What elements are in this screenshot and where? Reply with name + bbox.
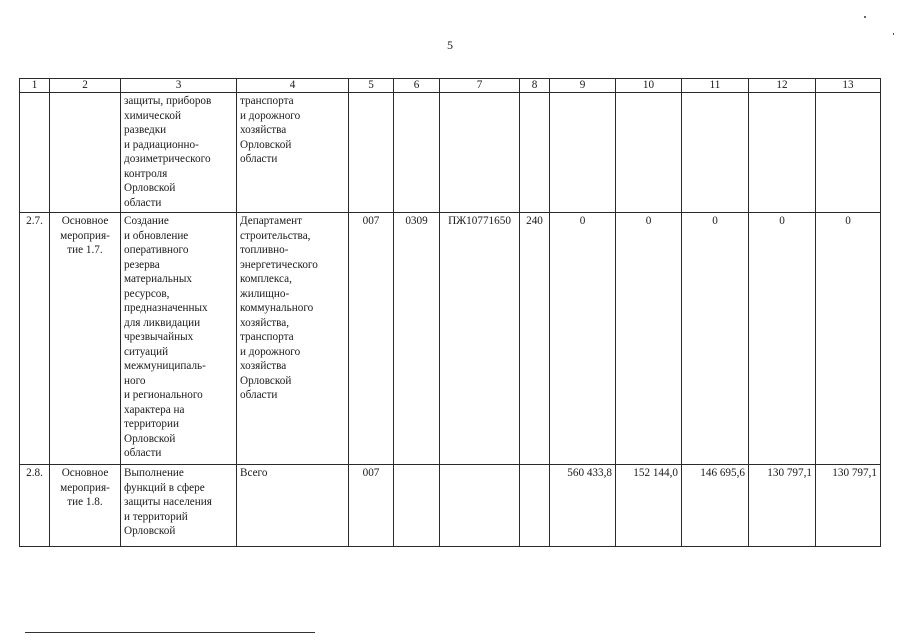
cell-line: топливно- [240,244,289,256]
grbs-code: 007 [349,213,394,465]
cell-line: мероприя- [60,481,110,494]
section-code [394,465,440,547]
header-cell: 12 [749,79,816,93]
cell-line: транспорта [240,95,294,107]
event-description [121,465,237,547]
header-cell: 9 [550,79,616,93]
amount-cell: 0 [682,213,749,465]
header-cell: 8 [520,79,550,93]
cell-line: хозяйства, [240,316,290,329]
cell-line: химической [124,109,181,122]
scan-speck [893,33,894,35]
row-number [20,93,50,213]
cell-line: характера на [124,403,185,416]
event-name [50,93,121,213]
cell-line: функций в сфере [124,481,205,494]
row-number: 2.7. [20,213,50,465]
scan-speck [864,16,866,18]
header-row [20,79,881,93]
cell-line: защиты, приборов [124,95,212,107]
cell-line: и регионального [124,389,203,401]
cell-line: хозяйства [240,360,287,372]
cell-line: Департамент [240,215,303,227]
cell-line: ресурсов, [124,287,170,300]
header-cell: 2 [50,79,121,93]
cell-line: Создание [124,215,169,227]
cell-line: дозиметрического [124,153,211,165]
cell-line: Всего [240,467,268,479]
cell-line: комплекса, [240,273,292,285]
header-cell: 5 [349,79,394,93]
header-cell: 11 [682,79,749,93]
amount-cell [616,93,682,213]
cell-line: транспорта [240,331,294,343]
header-cell: 13 [816,79,881,93]
cell-line: ситуаций [124,345,169,358]
expense-type-code [520,465,550,547]
header-cell: 6 [394,79,440,93]
page-number: 5 [447,38,453,52]
event-description [121,213,237,465]
cell-line: предназначенных [124,302,208,314]
table-row [20,465,881,547]
amount-cell: 130 797,1 [749,465,816,547]
target-article-code [440,465,520,547]
expense-type-code: 240 [520,213,550,465]
cell-line: защиты населения [124,496,212,508]
cell-line: области [240,389,278,401]
amount-cell: 146 695,6 [682,465,749,547]
cell-line: жилищно- [240,287,290,300]
cell-line: области [124,196,162,209]
amount-cell: 152 144,0 [616,465,682,547]
header-cell: 1 [20,79,50,93]
cell-line: межмуниципаль- [124,360,206,372]
amount-cell: 0 [550,213,616,465]
header-cell: 3 [121,79,237,93]
cell-line: территории [124,418,179,430]
header-cell: 4 [237,79,349,93]
cell-line: и территорий [124,510,188,523]
amount-cell [749,93,816,213]
cell-line: контроля [124,167,168,180]
event-name [50,465,121,547]
amount-cell [816,93,881,213]
header-cell: 10 [616,79,682,93]
cell-line: Орловской [124,525,176,537]
amount-cell: 0 [816,213,881,465]
target-article-code [440,93,520,213]
cell-line: мероприя- [60,229,110,242]
cell-line: оперативного [124,244,189,256]
cell-line: и дорожного [240,345,301,358]
cell-line: Орловской [124,182,176,194]
responsible-executor [237,213,349,465]
table-row [20,213,881,465]
expense-type-code [520,93,550,213]
cell-line: Основное [61,467,109,479]
cell-line: тие 1.7. [67,244,103,256]
cell-line: резерва [124,258,160,271]
cell-line: ного [124,374,146,387]
budget-table [19,78,881,547]
cell-line: для ликвидации [124,316,201,329]
row-number: 2.8. [20,465,50,547]
cell-line: тие 1.8. [67,496,103,508]
table-row [20,93,881,213]
cell-line: Орловской [124,432,176,445]
section-code: 0309 [394,213,440,465]
responsible-executor [237,93,349,213]
event-description [121,93,237,213]
event-name [50,213,121,465]
cell-line: Орловской [240,138,292,151]
cell-line: области [124,447,162,459]
footnote-rule [25,632,315,633]
grbs-code: 007 [349,465,394,547]
amount-cell [682,93,749,213]
section-code [394,93,440,213]
cell-line: материальных [124,273,192,285]
cell-line: Основное [61,215,109,227]
cell-line: строительства, [240,229,311,242]
cell-line: разведки [124,124,167,136]
cell-line: Выполнение [124,467,184,479]
target-article-code: ПЖ10771650 [440,213,520,465]
cell-line: коммунального [240,302,314,314]
cell-line: чрезвычайных [124,331,194,343]
amount-cell: 130 797,1 [816,465,881,547]
cell-line: хозяйства [240,124,287,136]
grbs-code [349,93,394,213]
cell-line: энергетического [240,258,318,271]
amount-cell [550,93,616,213]
amount-cell: 560 433,8 [550,465,616,547]
cell-line: Орловской [240,374,292,387]
amount-cell: 0 [749,213,816,465]
cell-line: и радиационно- [124,138,199,151]
cell-line: и дорожного [240,109,301,122]
cell-line: и обновление [124,229,189,242]
header-cell: 7 [440,79,520,93]
cell-line: области [240,153,278,165]
responsible-executor [237,465,349,547]
amount-cell: 0 [616,213,682,465]
